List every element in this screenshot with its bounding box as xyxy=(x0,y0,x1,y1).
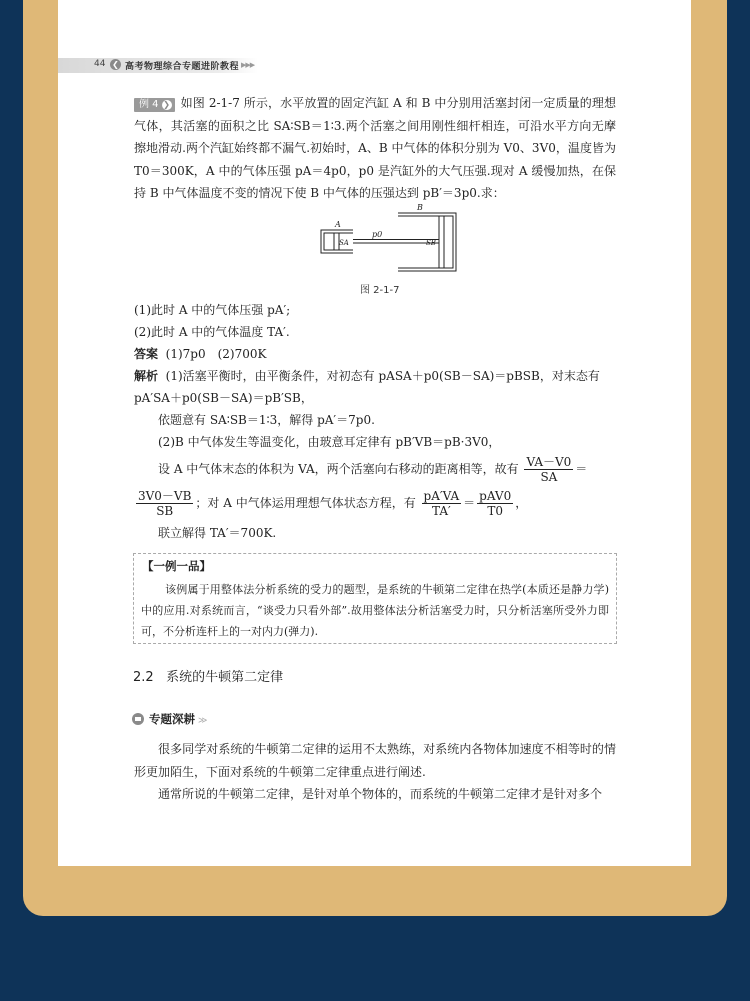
solution-line-1 xyxy=(134,368,600,384)
note-box xyxy=(133,553,617,644)
note-box-body: 该例属于用整体法分析系统的受力的题型，是系统的牛顿第二定律在热学(本质还是静力学)中的应用.对系统而言，“谈受力只看外部”.故用整体法分析活塞受力时，只分析活塞所受外力即可，不分析连杆上的一对内力(弹力). xyxy=(141,583,609,638)
figure-label-B: B xyxy=(417,203,423,212)
solution-line-5 xyxy=(158,454,587,484)
book-page xyxy=(58,0,691,866)
book-icon xyxy=(132,713,144,725)
fraction-3v0-vb xyxy=(136,489,193,518)
fraction-va-v0 xyxy=(524,455,573,484)
body-text-2: 通常所说的牛顿第二定律，是针对单个物体的，而系统的牛顿第二定律才是针对多个 xyxy=(158,787,603,801)
question-1: (1)此时 A 中的气体压强 pA′; xyxy=(134,303,291,317)
equals-sign: ＝ xyxy=(463,496,476,510)
note-box-title: 【一例一品】 xyxy=(142,559,211,573)
solution-line-4: (2)B 中气体发生等温变化，由玻意耳定律有 pB′VB＝pB·3V0， xyxy=(158,435,501,449)
example-text: 如图 2-1-7 所示，水平放置的固定汽缸 A 和 B 中分别用活塞封闭一定质量的理想气体，其活塞的面积之比 SA∶SB＝1∶3.两个活塞之间用刚性细杆相连，可沿水平方向无摩擦地滑动.两个汽缸始终都不漏气.初始时，A、B 中气体的体积分别为 V0、3V0，温度皆为 T0＝300K，A 中的气体压强 pA＝4p0，p0 是汽缸外的大气压强.现对 A 缓慢加热，在保持 B 中气体温度不变的情况下使 B 中气体的压强达到 pB′＝3p0.求： xyxy=(134,96,616,200)
fraction-denominator: SA xyxy=(540,470,558,484)
figure-caption: 图 2-1-7 xyxy=(360,285,400,296)
question-2: (2)此时 A 中的气体温度 TA′. xyxy=(134,325,290,339)
figure-label-p0: p0 xyxy=(372,230,383,239)
section-heading xyxy=(133,666,283,685)
double-arrow-icon: ≫ xyxy=(198,716,208,726)
solution-text-1: (1)活塞平衡时，由平衡条件，对初态有 pASA＋p0(SB－SA)＝pBSB，对末态有 xyxy=(165,369,600,383)
fraction-numerator: VA－V0 xyxy=(526,455,572,469)
comma: ， xyxy=(515,496,528,510)
fraction-denominator: SB xyxy=(156,504,174,518)
answer-label: 答案 xyxy=(134,347,159,361)
fraction-numerator: pAV0 xyxy=(479,489,512,503)
book-title: 高考物理综合专题进阶教程 xyxy=(125,62,240,72)
section-title: 系统的牛顿第二定律 xyxy=(166,670,284,685)
solution-line-2: pA′SA＋p0(SB－SA)＝pB′SB， xyxy=(134,391,313,405)
fraction-numerator: pA′VA xyxy=(423,489,460,503)
body-text-1: 很多同学对系统的牛顿第二定律的运用不太熟练，对系统内各物体加速度不相等时的情形更加陌生，下面对系统的牛顿第二定律重点进行阐述. xyxy=(134,742,616,779)
figure-label-SB: SB xyxy=(426,239,436,247)
solution-text-6: ；对 A 中气体运用理想气体状态方程，有 xyxy=(195,496,416,510)
running-header xyxy=(58,58,691,74)
example-badge xyxy=(134,98,175,112)
solution-line-6 xyxy=(134,488,527,518)
note-box-text xyxy=(141,579,609,642)
solution-text-5: 设 A 中气体末态的体积为 VA，两个活塞向右移动的距离相等，故有 xyxy=(158,462,519,476)
solution-line-7: 联立解得 TA′＝700K. xyxy=(158,526,277,540)
chevron-left-icon: ❮ xyxy=(110,59,121,70)
answer-line xyxy=(134,346,266,362)
triangle-arrows-icon: ▶▶▶ xyxy=(241,61,255,69)
equals-sign: ＝ xyxy=(575,462,588,476)
chevron-right-icon: ❯ xyxy=(163,100,170,109)
example-badge-label: 例 4 xyxy=(139,99,159,110)
fraction-numerator: 3V0－VB xyxy=(138,489,192,503)
figure-label-SA: SA xyxy=(339,239,349,247)
section-number: 2.2 xyxy=(133,670,154,685)
subsection-heading xyxy=(132,711,207,727)
fraction-denominator: T0 xyxy=(487,504,503,518)
figure-2-1-7 xyxy=(318,200,458,276)
subsection-title: 专题深耕 xyxy=(149,712,195,726)
body-paragraph-1 xyxy=(134,738,616,783)
piston-B xyxy=(439,216,444,268)
body-paragraph-2 xyxy=(134,783,616,806)
fraction-pa-va-ta xyxy=(422,489,462,518)
solution-label: 解析 xyxy=(134,369,159,383)
fraction-denominator: TA′ xyxy=(431,504,451,518)
figure-label-A: A xyxy=(335,220,341,229)
example-paragraph xyxy=(134,92,616,205)
page-number: 44 xyxy=(94,59,106,69)
solution-line-3: 依题意有 SA∶SB＝1∶3，解得 pA′＝7p0. xyxy=(158,413,375,427)
fraction-pa-v0-t0 xyxy=(477,489,513,518)
answer-text: (1)7p0 (2)700K xyxy=(165,347,267,361)
